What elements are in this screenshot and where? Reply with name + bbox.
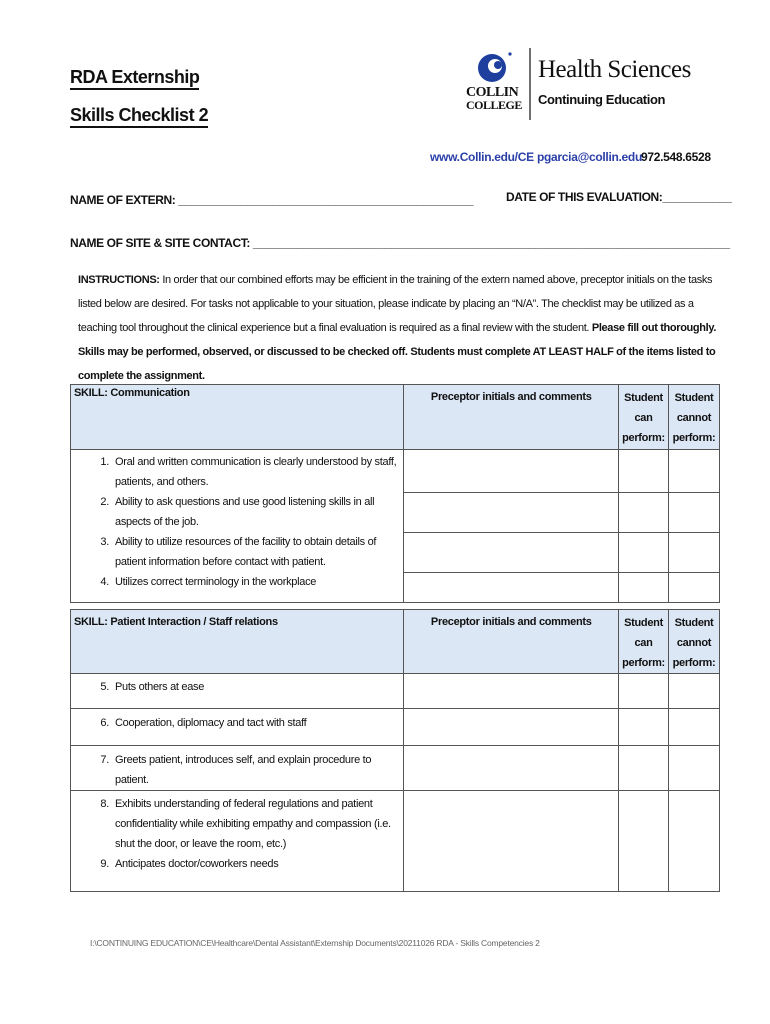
- can-perform-cell[interactable]: [619, 492, 669, 532]
- website-link[interactable]: www.Collin.edu/CE: [430, 150, 534, 164]
- can-perform-cell[interactable]: [619, 532, 669, 572]
- cannot-perform-cell[interactable]: [668, 532, 719, 572]
- extern-name-field[interactable]: NAME OF EXTERN: _______________________________________________: [70, 193, 474, 207]
- can-perform-cell[interactable]: [619, 709, 669, 746]
- site-contact-field[interactable]: NAME OF SITE & SITE CONTACT: ____________________________________________________________________________: [70, 236, 730, 250]
- preceptor-comment-cell[interactable]: [404, 492, 619, 532]
- phone-number: 972.548.6528: [641, 150, 711, 164]
- skill-item: 3. Ability to utilize resources of the facility to obtain details of patient information before contact with patient.: [71, 532, 404, 572]
- student-can-header: Student can perform:: [619, 610, 669, 674]
- communication-skills-table: [70, 384, 720, 603]
- dept-subtitle: Continuing Education: [538, 92, 666, 107]
- can-perform-cell[interactable]: [619, 674, 669, 709]
- student-can-header: Student can perform:: [619, 385, 669, 450]
- instructions-paragraph: [78, 268, 718, 388]
- can-perform-cell[interactable]: [619, 791, 669, 855]
- document-title-line2: Skills Checklist 2: [70, 105, 208, 128]
- skill-item: 1. Oral and written communication is clearly understood by staff, patients, and others.: [71, 450, 404, 493]
- preceptor-comment-cell[interactable]: [404, 854, 619, 891]
- cannot-perform-cell[interactable]: [669, 674, 720, 709]
- preceptor-comment-cell[interactable]: [404, 709, 619, 746]
- patient-interaction-table: [70, 609, 720, 892]
- skill-item: 4. Utilizes correct terminology in the workplace: [71, 572, 404, 602]
- college-name-top: COLLIN: [466, 85, 519, 100]
- email-link[interactable]: pgarcia@collin.edu: [537, 150, 642, 164]
- preceptor-comment-cell[interactable]: [404, 746, 619, 791]
- preceptor-header: Preceptor initials and comments: [404, 610, 619, 674]
- cannot-perform-cell[interactable]: [668, 572, 719, 602]
- cannot-perform-cell[interactable]: [669, 854, 720, 891]
- student-cannot-header: Student cannot perform:: [668, 385, 719, 450]
- cannot-perform-cell[interactable]: [668, 492, 719, 532]
- collin-college-logo: [466, 48, 706, 122]
- can-perform-cell[interactable]: [619, 572, 669, 602]
- skill-item: 6. Cooperation, diplomacy and tact with staff: [71, 709, 404, 746]
- cannot-perform-cell[interactable]: [669, 746, 720, 791]
- preceptor-comment-cell[interactable]: [404, 572, 619, 602]
- file-path-footer: I:\CONTINUING EDUCATION\CE\Healthcare\Dental Assistant\Externship Documents\20211026 RDA - Skills Competencies 2: [90, 938, 540, 948]
- can-perform-cell[interactable]: [619, 450, 669, 493]
- instructions-text: In order that our combined efforts may be efficient in the training of the extern named above, preceptor initials on the tasks listed below are desired. For tasks not applicable to your situation, please indicate by placing an “N/A”. The checklist may be utilized as a teaching tool throughout the clinical experience but a final evaluation is required as a final review with the student.: [78, 274, 713, 334]
- can-perform-cell[interactable]: [619, 746, 669, 791]
- skill-item: 2. Ability to ask questions and use good listening skills in all aspects of the job.: [71, 492, 404, 532]
- preceptor-comment-cell[interactable]: [404, 791, 619, 855]
- cannot-perform-cell[interactable]: [669, 791, 720, 855]
- student-cannot-header: Student cannot perform:: [669, 610, 720, 674]
- skill-item: 7. Greets patient, introduces self, and explain procedure to patient.: [71, 746, 404, 791]
- preceptor-comment-cell[interactable]: [404, 532, 619, 572]
- preceptor-comment-cell[interactable]: [404, 674, 619, 709]
- evaluation-date-field[interactable]: DATE OF THIS EVALUATION:___________: [506, 190, 732, 204]
- skill-item: 9. Anticipates doctor/coworkers needs: [71, 854, 404, 891]
- cannot-perform-cell[interactable]: [669, 709, 720, 746]
- college-name-bottom: COLLEGE: [466, 98, 522, 112]
- section-title-patient-interaction: SKILL: Patient Interaction / Staff relations: [71, 610, 404, 674]
- can-perform-cell[interactable]: [619, 854, 669, 891]
- skill-item: 5. Puts others at ease: [71, 674, 404, 709]
- preceptor-header: Preceptor initials and comments: [404, 385, 619, 450]
- section-title-communication: SKILL: Communication: [71, 385, 404, 450]
- preceptor-comment-cell[interactable]: [404, 450, 619, 493]
- skill-item: 8. Exhibits understanding of federal regulations and patient confidentiality while exhibiting empathy and compassion (i.e. shut the door, or leave the room, etc.): [71, 791, 404, 855]
- dept-name: Health Sciences: [538, 56, 691, 83]
- cannot-perform-cell[interactable]: [668, 450, 719, 493]
- instructions-bold-text: Please fill out thoroughly. Skills may be performed, observed, or discussed to be checked off. Students must complete AT LEAST HALF of the items listed to complete the assignment.: [78, 322, 717, 382]
- instructions-label: INSTRUCTIONS:: [78, 274, 160, 286]
- document-title-line1: RDA Externship: [70, 67, 199, 90]
